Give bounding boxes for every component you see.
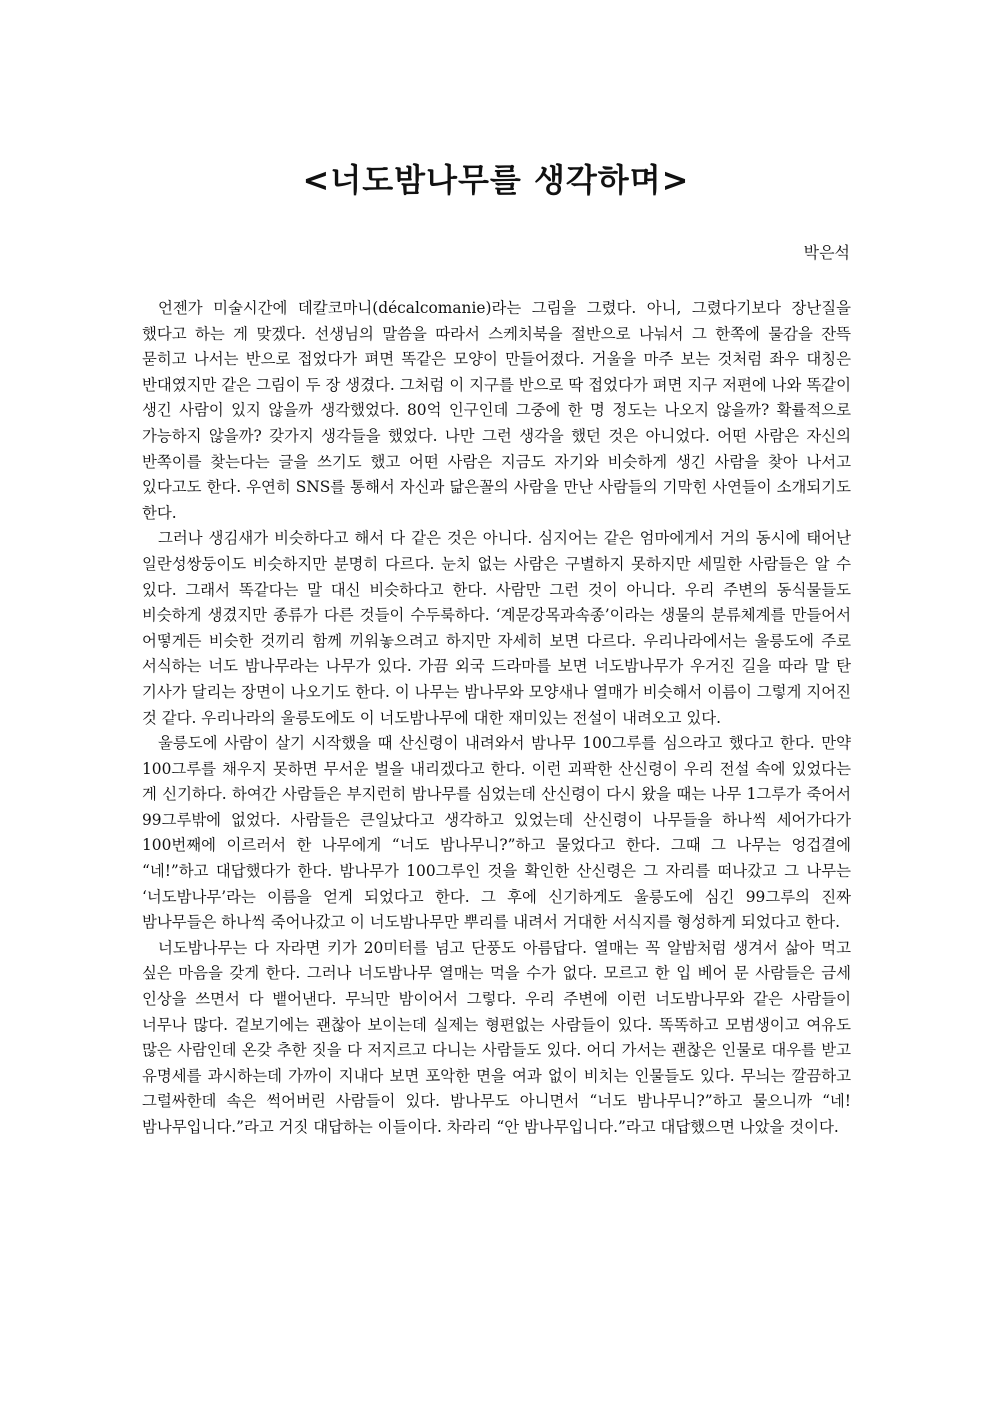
paragraph-1: 언젠가 미술시간에 데칼코마니(décalcomanie)라는 그림을 그렸다. 아니, 그렸다기보다 장난질을 했다고 하는 게 맞겠다. 선생님의 말씀을 따라서 스케치북을 절반으로 나눠서 그 한쪽에 물감을 잔뜩 묻히고 나서는 반으로 접었다가 펴면 똑같은 모양이 만들어졌다. 거울을 마주 보는 것처럼 좌우 대칭은 반대였지만 같은 그림이 두 장 생겼다. 그처럼 이 지구를 반으로 딱 접었다가 펴면 지구 저편에 나와 똑같이 생긴 사람이 있지 않을까 생각했었다. 80억 인구인데 그중에 한 명 정도는 나오지 않을까? 확률적으로 가능하지 않을까? 갖가지 생각들을 했었다. 나만 그런 생각을 했던 것은 아니었다. 어떤 사람은 자신의 반쪽이를 찾는다는 글을 쓰기도 했고 어떤 사람은 지금도 자기와 비슷하게 생긴 사람을 찾아 나서고 있다고도 한다. 우연히 SNS를 통해서 자신과 닮은꼴의 사람을 만난 사람들의 기막힌 사연들이 소개되기도 한다.: [142, 299, 851, 522]
author-name: 박은석: [803, 243, 850, 262]
paragraph-3: 울릉도에 사람이 살기 시작했을 때 산신령이 내려와서 밤나무 100그루를 심으라고 했다고 한다. 만약 100그루를 채우지 못하면 무서운 벌을 내리겠다고 한다. 이런 괴팍한 산신령이 우리 전설 속에 있었다는 게 신기하다. 하여간 사람들은 부지런히 밤나무를 심었는데 산신령이 다시 왔을 때는 나무 1그루가 죽어서 99그루밖에 없었다. 사람들은 큰일났다고 생각하고 있었는데 산신령이 나무들을 하나씩 세어가다가 100번째에 이르러서 한 나무에게 “너도 밤나무니?”하고 물었다고 한다. 그때 그 나무는 엉겁결에 “네!”하고 대답했다가 한다. 밤나무가 100그루인 것을 확인한 산신령은 그 자리를 떠나갔고 그 나무는 ‘너도밤나무’라는 이름을 얻게 되었다고 한다. 그 후에 신기하게도 울릉도에 심긴 99그루의 진짜 밤나무들은 하나씩 죽어나갔고 이 너도밤나무만 뿌리를 내려서 거대한 서식지를 형성하게 되었다고 한다.: [142, 734, 851, 932]
essay-body: [142, 296, 851, 1141]
document-title: <너도밤나무를 생각하며>: [302, 161, 690, 199]
paragraph-4: 너도밤나무는 다 자라면 키가 20미터를 넘고 단풍도 아름답다. 열매는 꼭 알밤처럼 생겨서 삶아 먹고 싶은 마음을 갖게 한다. 그러나 너도밤나무 열매는 먹을 수가 없다. 모르고 한 입 베어 문 사람들은 금세 인상을 쓰면서 다 뱉어낸다. 무늬만 밤이어서 그렇다. 우리 주변에 이런 너도밤나무와 같은 사람들이 너무나 많다. 겉보기에는 괜찮아 보이는데 실제는 형편없는 사람들이 있다. 똑똑하고 모범생이고 여유도 많은 사람인데 온갖 추한 짓을 다 저지르고 다니는 사람들도 있다. 어디 가서는 괜찮은 인물로 대우를 받고 유명세를 과시하는데 가까이 지내다 보면 포악한 면을 여과 없이 비치는 인물들도 있다. 무늬는 깔끔하고 그럴싸한데 속은 썩어버린 사람들이 있다. 밤나무도 아니면서 “너도 밤나무니?”하고 물으니까 “네! 밤나무입니다.”라고 거짓 대답하는 이들이다. 차라리 “안 밤나무입니다.”라고 대답했으면 나았을 것이다.: [142, 938, 851, 1136]
paragraph-2: 그러나 생김새가 비슷하다고 해서 다 같은 것은 아니다. 심지어는 같은 엄마에게서 거의 동시에 태어난 일란성쌍둥이도 비슷하지만 분명히 다르다. 눈치 없는 사람은 구별하지 못하지만 세밀한 사람들은 알 수 있다. 그래서 똑같다는 말 대신 비슷하다고 한다. 사람만 그런 것이 아니다. 우리 주변의 동식물들도 비슷하게 생겼지만 종류가 다른 것들이 수두룩하다. ‘계문강목과속종’이라는 생물의 분류체계를 만들어서 어떻게든 비슷한 것끼리 함께 끼워놓으려고 하지만 자세히 보면 다르다. 우리나라에서는 울릉도에 주로 서식하는 너도 밤나무라는 나무가 있다. 가끔 외국 드라마를 보면 너도밤나무가 우거진 길을 따라 말 탄 기사가 달리는 장면이 나오기도 한다. 이 나무는 밤나무와 모양새나 열매가 비슷해서 이름이 그렇게 지어진 것 같다. 우리나라의 울릉도에도 이 너도밤나무에 대한 재미있는 전설이 내려오고 있다.: [142, 529, 851, 727]
